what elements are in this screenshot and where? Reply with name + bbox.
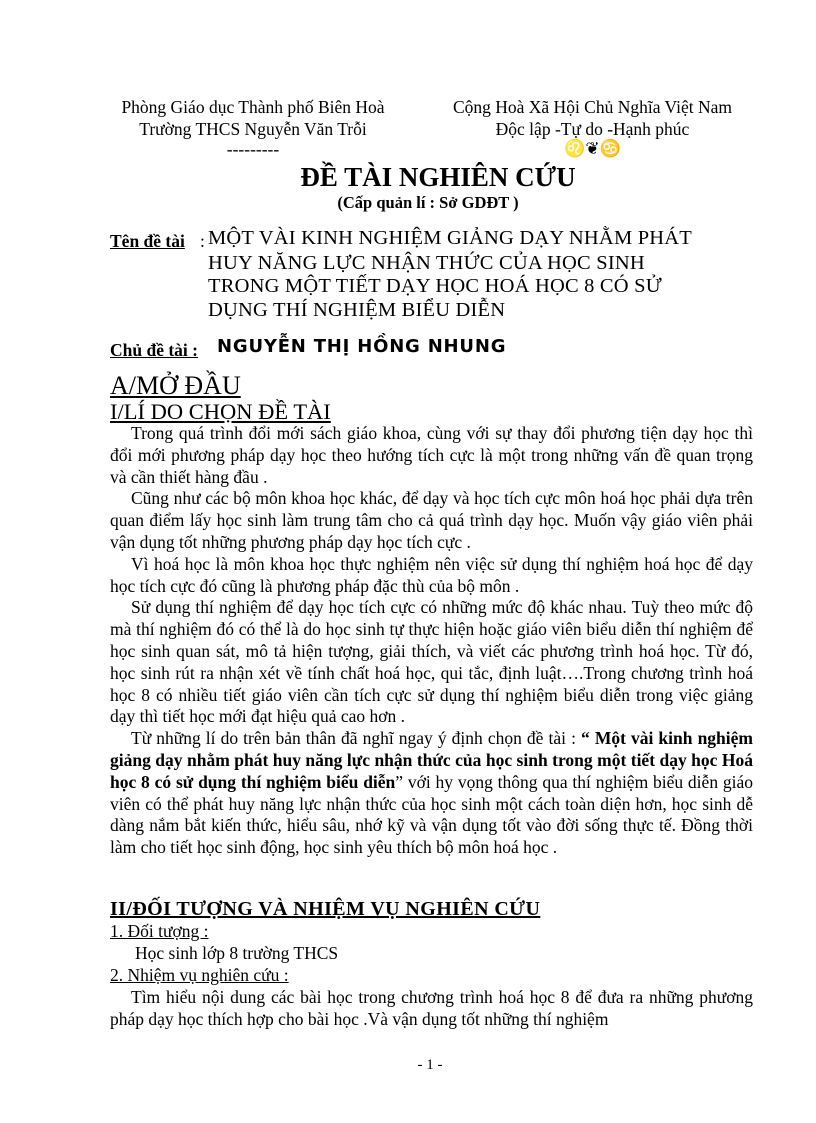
author-name: NGUYỄN THỊ HỒNG NHUNG [217, 336, 507, 357]
header-left-line-3: --------- [226, 139, 280, 159]
document-title: ĐỀ TÀI NGHIÊN CỨU [300, 162, 576, 192]
subsection-2-text: Tìm hiểu nội dung các bài học trong chương trình hoá học 8 để đưa ra những phương pháp dạy học thích hợp cho bài học .Và vận dụng tốt những thí nghiệm [110, 987, 753, 1029]
paragraph-4: Sử dụng thí nghiệm để dạy học tích cực có những mức độ khác nhau. Tuỳ theo mức độ mà thí nghiệm đó có thể là do học sinh tự thực hiện hoặc giáo viên biểu diễn thí nghiệm để học sinh quan sát, mô tả hiện tượng, giải thích, và viết các phương trình hoá học. Từ đó, học sinh rút ra nhận xét về tính chất hoá học, qui tắc, định luật….Trong chương trình hoá học 8 có nhiều tiết giáo viên cần tích cực sử dụng thí nghiệm biểu diễn trong việc giảng dạy thì tiết học mới đạt hiệu quả cao hơn . [110, 597, 753, 727]
topic-line-4: DỤNG THÍ NGHIỆM BIỂU DIỄN [208, 299, 506, 321]
page-number: - 1 - [417, 1057, 443, 1073]
document-subtitle: (Cấp quản lí : Sở GDĐT ) [337, 193, 519, 212]
header-left-line-2: Trường THCS Nguyễn Văn Trỗi [139, 119, 367, 139]
header-right-line-1: Cộng Hoà Xã Hội Chủ Nghĩa Việt Nam [452, 97, 733, 117]
paragraph-5-topic-quote: “ Một vài kinh nghiệm giảng dạy nhằm phát huy năng lực nhận thức của học sinh trong một tiết dạy học Hoá học 8 có sử dụng thí nghiệm biểu diễn [110, 728, 753, 792]
section-a-heading: A/MỞ ĐẦU [110, 371, 241, 400]
section-2-heading: II/ĐỐI TƯỢNG VÀ NHIỆM VỤ NGHIÊN CỨU [110, 898, 541, 920]
author-label: Chủ đề tài : [110, 340, 198, 360]
paragraph-1: Trong quá trình đổi mới sách giáo khoa, cùng với sự thay đổi phương tiện dạy học thì đổi mới phương pháp dạy học theo hướng tích cực là một trong những vấn đề quan trọng và cần thiết hàng đầu . [110, 423, 753, 487]
topic-line-1: MỘT VÀI KINH NGHIỆM GIẢNG DẠY NHẰM PHÁT [208, 227, 693, 249]
paragraph-2: Cũng như các bộ môn khoa học khác, để dạy và học tích cực môn hoá học phải dựa trên quan điểm lấy học sinh làm trung tâm cho cả quá trình dạy học. Muốn vậy giáo viên phải vận dụng tốt những phương pháp dạy học tích cực . [110, 488, 753, 552]
section-1-heading: I/LÍ DO CHỌN ĐỀ TÀI [110, 399, 331, 424]
topic-label: Tên đề tài [110, 231, 185, 251]
paragraph-3: Vì hoá học là môn khoa học thực nghiệm nên việc sử dụng thí nghiệm hoá học để dạy học tích cực đó cũng là phương pháp đặc thù của bộ môn . [110, 553, 753, 596]
topic-line-3: TRONG MỘT TIẾT DẠY HỌC HOÁ HỌC 8 CÓ SỬ [208, 275, 662, 297]
header-ornament: ♌❦♋ [564, 139, 621, 158]
topic-line-2: HUY NĂNG LỰC NHẬN THỨC CỦA HỌC SINH [208, 252, 645, 274]
topic-colon: : [200, 231, 205, 251]
subsection-2-label: 2. Nhiệm vụ nghiên cứu : [110, 965, 289, 985]
header-left-line-1: Phòng Giáo dục Thành phố Biên Hoà [121, 97, 385, 117]
header-right-line-2: Độc lập -Tự do -Hạnh phúc [495, 119, 690, 139]
subsection-2-body [110, 987, 753, 1031]
paragraph-5-start: Từ những lí do trên bản thân đã nghĩ ngay ý định chọn đề tài : [131, 728, 582, 749]
subsection-1-text: Học sinh lớp 8 trường THCS [135, 943, 339, 963]
paragraph-5 [110, 728, 753, 859]
subsection-1-label: 1. Đối tượng : [110, 921, 209, 941]
section-1-body [110, 423, 753, 859]
paragraph-5-end: ” với hy vọng thông qua thí nghiệm biểu diễn giáo viên có thể phát huy năng lực nhận thức của học sinh một cách toàn diện hơn, học sinh dễ dàng nắm bắt kiến thức, hiểu sâu, nhớ kỹ và vận dụng tốt vào đời sống thực tế. Đồng thời làm cho tiết học sinh động, học sinh yêu thích bộ môn hoá học . [110, 771, 754, 858]
